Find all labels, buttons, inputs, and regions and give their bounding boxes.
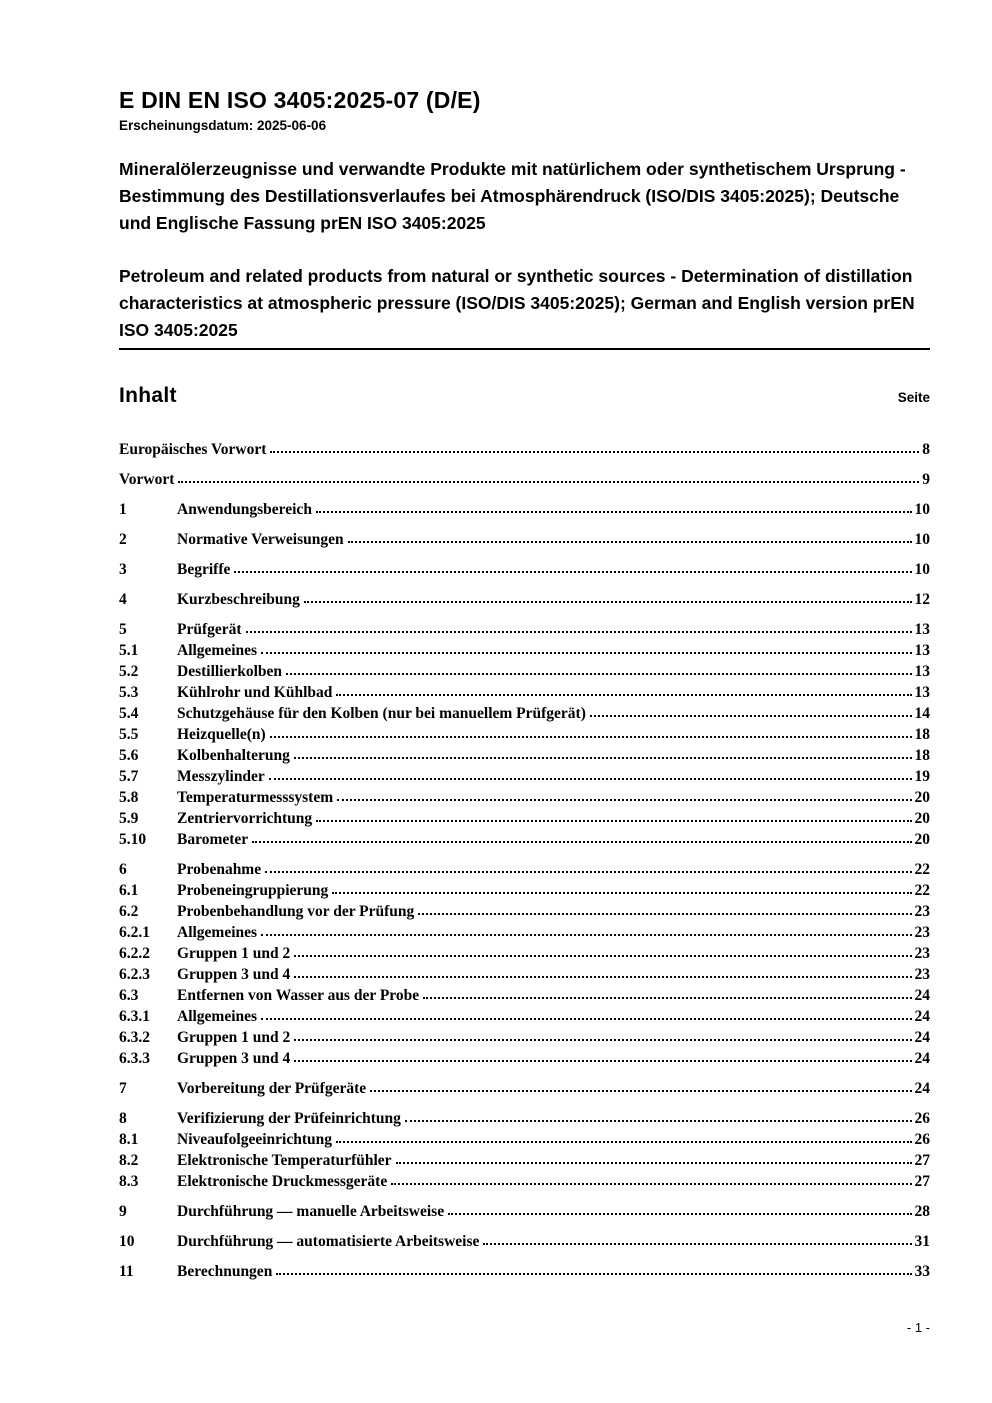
toc-entry-title: Probenbehandlung vor der Prüfung (177, 903, 415, 921)
toc-leader-dots (270, 736, 912, 738)
toc-leader-dots (261, 652, 911, 654)
toc-entry-page: 10 (914, 501, 930, 519)
toc-leader-dots (418, 913, 911, 915)
toc-leader-dots (294, 757, 912, 759)
toc-entry-number: 8.1 (119, 1131, 139, 1149)
toc-leader-dots (276, 1273, 911, 1275)
toc-entry-page: 14 (914, 705, 930, 723)
toc-entry-title: Prüfgerät (177, 621, 242, 639)
toc-entry[interactable] (119, 1027, 930, 1048)
toc-entry-number: 9 (119, 1203, 127, 1221)
toc-entry-number: 7 (119, 1080, 127, 1098)
toc-entry[interactable] (119, 559, 930, 580)
toc-entry-page: 18 (914, 747, 930, 765)
toc-entry[interactable] (119, 1150, 930, 1171)
toc-entry-number: 5.7 (119, 768, 139, 786)
toc-entry-number: 8 (119, 1110, 127, 1128)
toc-leader-dots (348, 541, 912, 543)
toc-entry-number: 10 (119, 1233, 135, 1251)
toc-entry-title: Allgemeines (177, 924, 258, 942)
toc-entry-page: 28 (914, 1203, 930, 1221)
toc-entry[interactable] (119, 829, 930, 850)
toc-entry-title: Kolbenhalterung (177, 747, 290, 765)
toc-entry-page: 27 (914, 1152, 930, 1170)
page-content (119, 0, 930, 1282)
toc-leader-dots (269, 778, 912, 780)
toc-entry-page: 23 (914, 945, 930, 963)
toc-entry[interactable] (119, 1261, 930, 1282)
toc-entry[interactable] (119, 703, 930, 724)
toc-leader-dots (234, 571, 911, 573)
toc-entry-number: 3 (119, 561, 127, 579)
toc-entry-page: 13 (914, 642, 930, 660)
toc-entry-number: 6.2.2 (119, 945, 150, 963)
toc-entry[interactable] (119, 1201, 930, 1222)
toc-entry[interactable] (119, 439, 930, 460)
toc-entry-title: Gruppen 1 und 2 (177, 1029, 291, 1047)
toc-entry[interactable] (119, 640, 930, 661)
toc-entry-title: Anwendungsbereich (177, 501, 312, 519)
toc-leader-dots (448, 1213, 911, 1215)
toc-entry-title: Kühlrohr und Kühlbad (177, 684, 333, 702)
toc-leader-dots (261, 1018, 911, 1020)
toc-entry-title: Niveaufolgeeinrichtung (177, 1131, 332, 1149)
toc-entry-page: 8 (922, 441, 930, 459)
toc-leader-dots (286, 673, 911, 675)
toc-entry[interactable] (119, 724, 930, 745)
toc-entry-page: 18 (914, 726, 930, 744)
toc-leader-dots (294, 976, 911, 978)
publication-date: Erscheinungsdatum: 2025-06-06 (119, 118, 327, 134)
toc-entry[interactable] (119, 589, 930, 610)
toc-entry-title: Probenahme (177, 861, 262, 879)
toc-entry-title: Durchführung — automatisierte Arbeitsweise (177, 1233, 480, 1251)
toc-entry-title: Elektronische Druckmessgeräte (177, 1173, 388, 1191)
toc-entry-title: Allgemeines (177, 1008, 258, 1026)
toc-entry-number: 2 (119, 531, 127, 549)
toc-entry[interactable] (119, 880, 930, 901)
toc-entry-page: 23 (914, 966, 930, 984)
toc-page-column-label: Seite (897, 390, 930, 406)
toc-entry[interactable] (119, 469, 930, 490)
toc-leader-dots (261, 934, 911, 936)
toc-entry-page: 13 (914, 663, 930, 681)
toc-entry[interactable] (119, 682, 930, 703)
toc-entry-page: 24 (914, 1050, 930, 1068)
toc-entry-title: Zentriervorrichtung (177, 810, 313, 828)
toc-entry[interactable] (119, 859, 930, 880)
toc-entry[interactable] (119, 922, 930, 943)
toc-leader-dots (294, 1060, 911, 1062)
toc-leader-dots (483, 1243, 911, 1245)
toc-leader-dots (332, 892, 911, 894)
toc-entry-number: 8.3 (119, 1173, 139, 1191)
toc-entry-page: 20 (914, 831, 930, 849)
toc-leader-dots (294, 1039, 911, 1041)
toc-leader-dots (405, 1120, 912, 1122)
toc-entry-title: Gruppen 3 und 4 (177, 966, 291, 984)
toc-entry-number: 6.1 (119, 882, 139, 900)
toc-entry[interactable] (119, 1078, 930, 1099)
toc-entry-title: Normative Verweisungen (177, 531, 344, 549)
toc-leader-dots (396, 1162, 912, 1164)
toc-entry-number: 6.3.3 (119, 1050, 150, 1068)
toc-entry-page: 24 (914, 1008, 930, 1026)
toc-leader-dots (336, 1141, 912, 1143)
toc-entry-title: Kurzbeschreibung (177, 591, 300, 609)
toc-entry[interactable] (119, 619, 930, 640)
toc-entry-number: 6.2.3 (119, 966, 150, 984)
toc-entry-page: 12 (914, 591, 930, 609)
toc-entry-page: 9 (922, 471, 930, 489)
toc-entry-title: Berechnungen (177, 1263, 273, 1281)
toc-entry[interactable] (119, 1231, 930, 1252)
toc-entry-page: 23 (914, 924, 930, 942)
footer-page-number: - 1 - (906, 1320, 930, 1335)
toc-entry-title: Temperaturmesssystem (177, 789, 334, 807)
toc-entry-page: 13 (914, 621, 930, 639)
toc-entry-title: Elektronische Temperaturfühler (177, 1152, 392, 1170)
toc-leader-dots (252, 841, 911, 843)
toc-entry-page: 22 (914, 861, 930, 879)
toc-entry[interactable] (119, 1006, 930, 1027)
toc-entry-page: 22 (914, 882, 930, 900)
toc-entry-number: 5.5 (119, 726, 139, 744)
toc-entry-number: 5.9 (119, 810, 139, 828)
toc-entry-page: 10 (914, 561, 930, 579)
toc-entry-page: 24 (914, 1080, 930, 1098)
toc-entry[interactable] (119, 766, 930, 787)
toc-entry-number: 4 (119, 591, 127, 609)
toc-entry-number: 5.1 (119, 642, 139, 660)
toc-entry[interactable] (119, 1108, 930, 1129)
toc-leader-dots (265, 871, 911, 873)
toc-entry-page: 27 (914, 1173, 930, 1191)
toc-entry-number: 5.2 (119, 663, 139, 681)
toc-entry-number: 5 (119, 621, 127, 639)
toc-leader-dots (391, 1183, 911, 1185)
toc-entry-page: 26 (914, 1110, 930, 1128)
toc-leader-dots (316, 820, 911, 822)
toc-entry-title: Gruppen 1 und 2 (177, 945, 291, 963)
toc-entry[interactable] (119, 661, 930, 682)
toc-entry-number: 1 (119, 501, 127, 519)
toc-entry-number: 6.3.1 (119, 1008, 150, 1026)
toc-heading: Inhalt (119, 384, 177, 408)
toc-entry-number: 6 (119, 861, 127, 879)
toc-entry-title: Durchführung — manuelle Arbeitsweise (177, 1203, 445, 1221)
toc-entry-page: 20 (914, 810, 930, 828)
toc-leader-dots (304, 601, 912, 603)
toc-leader-dots (423, 997, 911, 999)
doc-number: E DIN EN ISO 3405:2025-07 (D/E) (119, 87, 481, 113)
toc-entry-title: Allgemeines (177, 642, 258, 660)
toc-leader-dots (370, 1090, 911, 1092)
document-title-german: Mineralölerzeugnisse und verwandte Produkte mit natürlichem oder synthetischem Ursprung - Bestimmung des Destillationsverlaufes bei Atmosphärendruck (ISO/DIS 3405:2025); Deutsche und Englische Fassung prEN ISO 3405:2025 (119, 159, 906, 234)
toc-entry-number: 5.6 (119, 747, 139, 765)
toc-entry[interactable] (119, 1171, 930, 1192)
toc-entry-page: 31 (914, 1233, 930, 1251)
toc-entry-title: Barometer (177, 831, 249, 849)
toc-entry-title: Vorbereitung der Prüfgeräte (177, 1080, 367, 1098)
toc-leader-dots (246, 631, 912, 633)
toc-leader-dots (337, 799, 911, 801)
toc-entry-page: 26 (914, 1131, 930, 1149)
toc-entry-number: 5.3 (119, 684, 139, 702)
toc-entry[interactable] (119, 1129, 930, 1150)
toc-entry[interactable] (119, 964, 930, 985)
toc-entry-title: Europäisches Vorwort (119, 441, 267, 459)
toc-entry-title: Messzylinder (177, 768, 265, 786)
toc-entry-page: 13 (914, 684, 930, 702)
toc-entry-title: Vorwort (119, 471, 175, 489)
toc-entry-title: Heizquelle(n) (177, 726, 266, 744)
toc-entry-page: 33 (914, 1263, 930, 1281)
toc-entry-page: 19 (914, 768, 930, 786)
toc-entry-title: Schutzgehäuse für den Kolben (nur bei manuellem Prüfgerät) (177, 705, 586, 723)
toc-entry-number: 11 (119, 1263, 134, 1281)
toc-leader-dots (294, 955, 911, 957)
toc-entry-page: 24 (914, 987, 930, 1005)
toc-entry-title: Entfernen von Wasser aus der Probe (177, 987, 420, 1005)
title-separator-rule (119, 348, 930, 350)
toc-leader-dots (590, 715, 912, 717)
document-title-english: Petroleum and related products from natural or synthetic sources - Determination of distillation characteristics at atmospheric pressure (ISO/DIS 3405:2025); German and English version prEN ISO 3405:2025 (119, 266, 915, 341)
toc-entry-number: 5.8 (119, 789, 139, 807)
toc-list (119, 439, 930, 1282)
toc-entry-number: 5.10 (119, 831, 147, 849)
toc-entry-number: 6.3.2 (119, 1029, 150, 1047)
toc-entry[interactable] (119, 808, 930, 829)
toc-leader-dots (270, 451, 919, 453)
toc-leader-dots (336, 694, 911, 696)
toc-entry-page: 23 (914, 903, 930, 921)
toc-leader-dots (316, 511, 912, 513)
toc-entry-title: Begriffe (177, 561, 231, 579)
toc-entry-number: 5.4 (119, 705, 139, 723)
toc-entry-page: 24 (914, 1029, 930, 1047)
toc-entry-page: 20 (914, 789, 930, 807)
toc-entry-title: Gruppen 3 und 4 (177, 1050, 291, 1068)
toc-leader-dots (178, 481, 919, 483)
toc-entry-number: 6.2.1 (119, 924, 150, 942)
toc-entry[interactable] (119, 745, 930, 766)
toc-entry[interactable] (119, 1048, 930, 1069)
toc-entry[interactable] (119, 787, 930, 808)
toc-entry-number: 6.3 (119, 987, 139, 1005)
toc-entry-page: 10 (914, 531, 930, 549)
toc-entry[interactable] (119, 985, 930, 1006)
toc-entry[interactable] (119, 499, 930, 520)
toc-entry-number: 6.2 (119, 903, 139, 921)
toc-header (119, 384, 930, 408)
toc-entry-title: Destillierkolben (177, 663, 283, 681)
toc-entry[interactable] (119, 901, 930, 922)
toc-entry-title: Probeneingruppierung (177, 882, 329, 900)
toc-entry-title: Verifizierung der Prüfeinrichtung (177, 1110, 401, 1128)
toc-entry[interactable] (119, 529, 930, 550)
toc-entry-number: 8.2 (119, 1152, 139, 1170)
toc-entry[interactable] (119, 943, 930, 964)
